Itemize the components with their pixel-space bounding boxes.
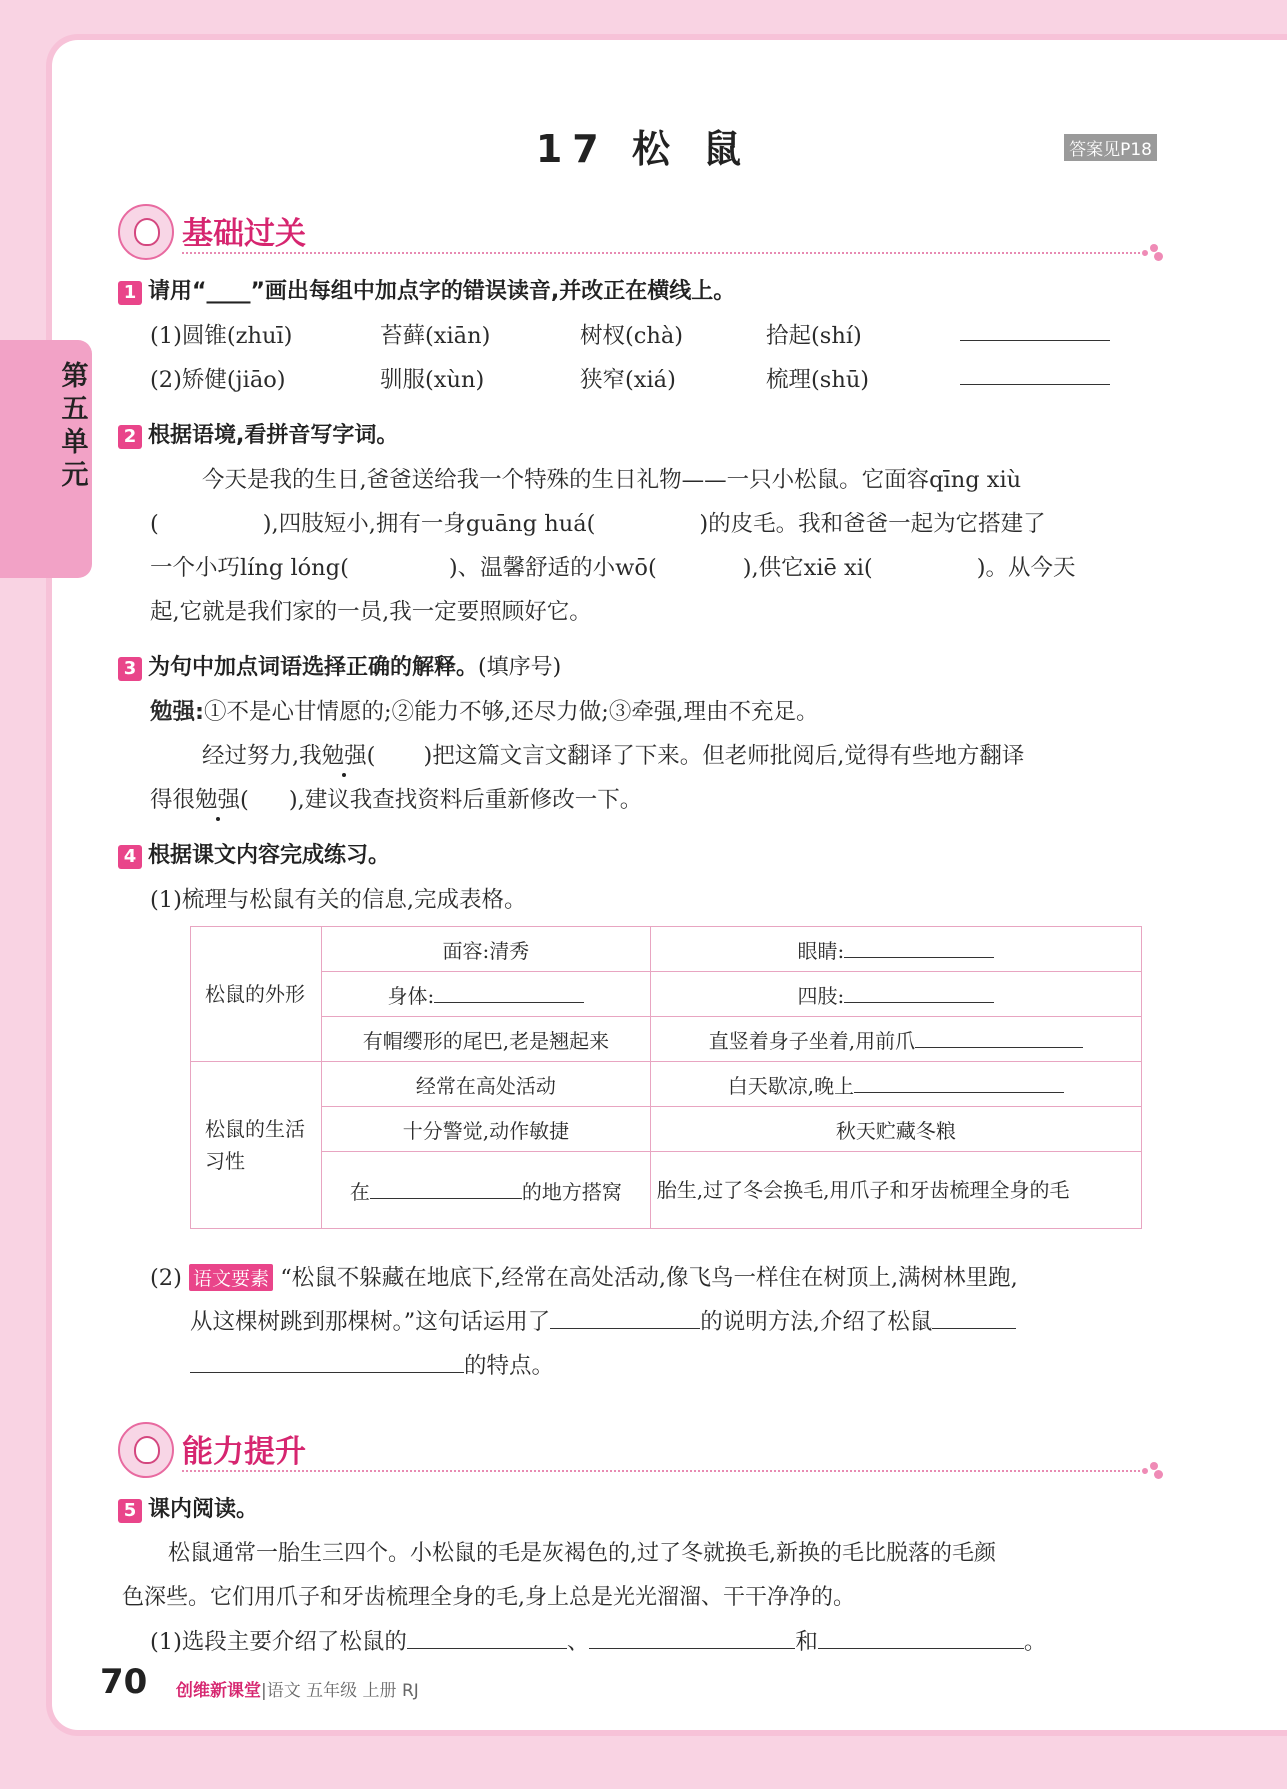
section-divider (182, 1470, 1140, 1472)
definitions: 勉强:①不是心甘情愿的;②能力不够,还尽力做;③牵强,理由不充足。 (150, 699, 819, 725)
passage-line: ( ),四肢短小,拥有一身guāng huá( )的皮毛。我和爸爸一起为它搭建了 (150, 511, 1046, 537)
chinese-element-tag: 语文要素 (189, 1264, 273, 1291)
table-cell[interactable]: 眼睛: (650, 927, 1141, 972)
unit-side-tab (0, 340, 92, 578)
section-header-advanced (118, 1422, 1164, 1478)
section-header-basic (118, 204, 1164, 260)
q1-item: 驯服(xùn) (380, 367, 485, 393)
question-number: 1 (118, 281, 142, 305)
table-cell[interactable]: 在 的地方搭窝 (322, 1152, 651, 1229)
section-divider (182, 252, 1140, 254)
mascot-icon (118, 204, 174, 260)
reading-passage-line: 色深些。它们用爪子和牙齿梳理全身的毛,身上总是光光溜溜、干干净净的。 (122, 1585, 855, 1610)
q1-item: 狭窄(xiá) (580, 367, 676, 393)
q1-item: (2)矫健(jiāo) (150, 367, 286, 393)
question-note: (填序号) (478, 655, 562, 680)
answer-blank[interactable] (960, 318, 1110, 347)
page-number: 70 (100, 1662, 148, 1702)
question-prompt: 课内阅读。 (148, 1497, 259, 1522)
answer-blank[interactable] (960, 362, 1110, 391)
lesson-title: 17 松 鼠 (535, 127, 752, 171)
table-cell: 经常在高处活动 (322, 1062, 651, 1107)
dotted-word: 勉强 (195, 787, 241, 813)
question-5 (118, 1492, 258, 1523)
question-number: 5 (118, 1499, 142, 1523)
sub-question: (1)梳理与松鼠有关的信息,完成表格。 (150, 887, 527, 913)
sub-question-2-line: 的特点。 (190, 1348, 554, 1380)
section-title: 能力提升 (182, 1434, 306, 1470)
table-cell: 面容:清秀 (322, 927, 651, 972)
table-cell: 胎生,过了冬会换毛,用爪子和牙齿梳理全身的毛 (650, 1152, 1141, 1229)
book-info: 创维新课堂|语文 五年级 上册 RJ (176, 1681, 419, 1701)
sentence-line: 得很勉强( ),建议我查找资料后重新修改一下。 (150, 787, 643, 813)
q1-item: 苔藓(xiān) (380, 323, 491, 349)
question-prompt: 为句中加点词语选择正确的解释。 (148, 655, 479, 680)
q1-item: (1)圆锥(zhuī) (150, 323, 293, 349)
question-prompt: 根据语境,看拼音写字词。 (148, 423, 399, 448)
question-number: 3 (118, 657, 142, 681)
unit-label: 第五单元 (61, 361, 89, 491)
row-group-appearance: 松鼠的外形 (191, 927, 322, 1062)
decorative-dots-icon (1142, 1462, 1164, 1478)
q1-item: 梳理(shū) (766, 367, 870, 393)
question-number: 4 (118, 845, 142, 869)
question-4 (118, 838, 390, 869)
q1-item: 树杈(chà) (580, 323, 684, 349)
section-title: 基础过关 (182, 216, 306, 252)
answer-reference-badge: 答案见P18 (1064, 134, 1157, 161)
table-cell: 有帽缨形的尾巴,老是翘起来 (322, 1017, 651, 1062)
table-cell[interactable]: 身体: (322, 972, 651, 1017)
q5-sub-question: (1)选段主要介绍了松鼠的 、 和 。 (150, 1624, 1046, 1656)
reading-passage-line: 松鼠通常一胎生三四个。小松鼠的毛是灰褐色的,过了冬就换毛,新换的毛比脱落的毛颜 (168, 1541, 996, 1566)
sentence-line: 经过努力,我勉强( )把这篇文言文翻译了下来。但老师批阅后,觉得有些地方翻译 (202, 743, 1025, 769)
question-prompt: 请用“____”画出每组中加点字的错误读音,并改正在横线上。 (148, 279, 736, 304)
row-group-habits: 松鼠的生活习性 (191, 1062, 322, 1229)
table-cell: 十分警觉,动作敏捷 (322, 1107, 651, 1152)
question-3 (118, 650, 561, 681)
question-number: 2 (118, 425, 142, 449)
table-cell[interactable]: 直竖着身子坐着,用前爪 (650, 1017, 1141, 1062)
decorative-dots-icon (1142, 244, 1164, 260)
passage-line: 起,它就是我们家的一员,我一定要照顾好它。 (150, 599, 592, 625)
table-cell[interactable]: 白天歇凉,晚上 (650, 1062, 1141, 1107)
sub-question-2-line: 从这棵树跳到那棵树。”这句话运用了 的说明方法,介绍了松鼠 (190, 1304, 1016, 1336)
question-prompt: 根据课文内容完成练习。 (148, 843, 391, 868)
question-1 (118, 274, 735, 305)
passage-line: 一个小巧líng lóng( )、温馨舒适的小wō( ),供它xiē xi( )。从今天 (150, 555, 1076, 581)
brand-name: 创维新课堂 (176, 1681, 261, 1701)
table-cell: 秋天贮藏冬粮 (650, 1107, 1141, 1152)
sub-question-2: (2) 语文要素 “松鼠不躲藏在地底下,经常在高处活动,像飞鸟一样住在树顶上,满树林里跑, (150, 1265, 1018, 1291)
q1-item: 拾起(shí) (766, 323, 862, 349)
passage-line: 今天是我的生日,爸爸送给我一个特殊的生日礼物——一只小松鼠。它面容qīng xiù (202, 467, 1022, 493)
mascot-icon (118, 1422, 174, 1478)
table-cell[interactable]: 四肢: (650, 972, 1141, 1017)
squirrel-info-table (190, 926, 1142, 1229)
dotted-word: 勉强 (321, 743, 367, 769)
question-2 (118, 418, 398, 449)
